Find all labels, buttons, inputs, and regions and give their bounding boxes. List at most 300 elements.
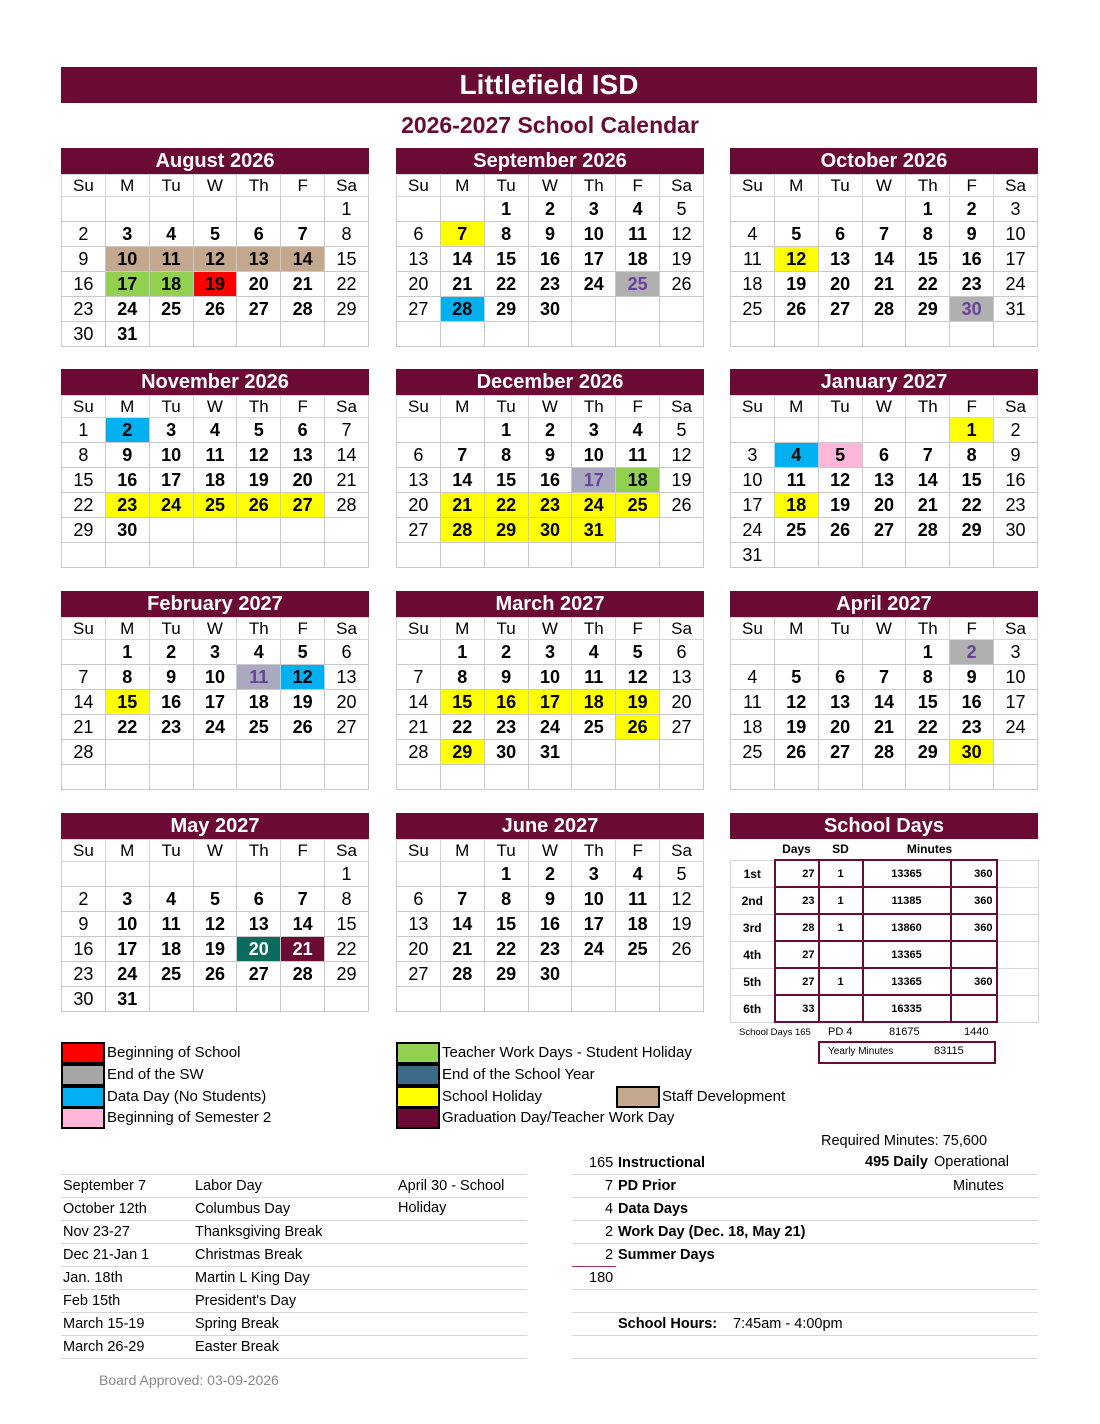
school-days-panel xyxy=(730,813,1038,1063)
day-cell: 19 xyxy=(774,715,818,740)
week-row xyxy=(397,222,704,247)
day-cell: 1 xyxy=(950,418,994,443)
day-cell: 18 xyxy=(572,690,616,715)
day-cell: 2 xyxy=(484,640,528,665)
holiday-name: Thanksgiving Break xyxy=(195,1224,323,1240)
weekday-header-row xyxy=(731,175,1038,197)
day-cell: 16 xyxy=(994,468,1038,493)
empty-cell xyxy=(193,862,237,887)
holiday-name: Spring Break xyxy=(195,1316,279,1332)
day-cell: 30 xyxy=(528,297,572,322)
weekday-header-row xyxy=(397,840,704,862)
term-label: 3rd xyxy=(731,914,775,941)
day-cell: 13 xyxy=(862,468,906,493)
weekday-label: M xyxy=(105,618,149,640)
week-row xyxy=(397,740,704,765)
weekday-label: Th xyxy=(906,175,950,197)
month-grid xyxy=(730,617,1038,790)
empty-cell xyxy=(62,765,106,790)
day-cell: 15 xyxy=(906,690,950,715)
holiday-name: President's Day xyxy=(195,1293,297,1309)
weekday-label: Th xyxy=(237,618,281,640)
day-cell: 15 xyxy=(484,247,528,272)
weekday-label: Tu xyxy=(818,618,862,640)
month-calendar xyxy=(730,369,1038,568)
school-days-spacer xyxy=(997,968,1039,995)
month-grid xyxy=(396,839,704,1012)
day-cell: 4 xyxy=(149,887,193,912)
week-row xyxy=(397,443,704,468)
term-extra: 360 xyxy=(951,968,997,995)
month-title: November 2026 xyxy=(61,369,369,395)
day-cell: 24 xyxy=(149,493,193,518)
week-row xyxy=(397,493,704,518)
empty-cell xyxy=(731,640,775,665)
holiday-row xyxy=(61,1221,527,1244)
weekday-label: F xyxy=(281,175,325,197)
week-row xyxy=(62,222,369,247)
day-cell: 5 xyxy=(193,222,237,247)
empty-cell xyxy=(325,765,369,790)
day-cell: 20 xyxy=(325,690,369,715)
weekday-label: Sa xyxy=(994,618,1038,640)
day-cell: 6 xyxy=(237,222,281,247)
day-cell: 16 xyxy=(149,690,193,715)
weekday-header-row xyxy=(62,396,369,418)
empty-cell xyxy=(149,518,193,543)
day-cell: 24 xyxy=(105,297,149,322)
empty-cell xyxy=(397,640,441,665)
weekday-label: Su xyxy=(397,840,441,862)
day-cell: 24 xyxy=(731,518,775,543)
weekday-label: Sa xyxy=(325,175,369,197)
day-cell: 8 xyxy=(484,222,528,247)
day-cell: 23 xyxy=(528,937,572,962)
day-cell: 1 xyxy=(325,862,369,887)
empty-cell xyxy=(484,322,528,347)
empty-cell xyxy=(906,543,950,568)
day-cell: 31 xyxy=(528,740,572,765)
weekday-label: Su xyxy=(731,618,775,640)
weekday-header-row xyxy=(731,396,1038,418)
month-title: May 2027 xyxy=(61,813,369,839)
holiday-date: Dec 21-Jan 1 xyxy=(63,1247,150,1263)
day-cell: 24 xyxy=(994,715,1038,740)
day-cell: 7 xyxy=(281,222,325,247)
day-cell: 29 xyxy=(325,962,369,987)
empty-cell xyxy=(440,987,484,1012)
day-cell: 10 xyxy=(105,247,149,272)
school-hours-value: 7:45am - 4:00pm xyxy=(733,1316,843,1332)
weekday-header-row xyxy=(397,175,704,197)
day-cell: 18 xyxy=(237,690,281,715)
day-cell: 28 xyxy=(440,518,484,543)
info-n: 4 xyxy=(605,1201,614,1217)
day-cell: 31 xyxy=(572,518,616,543)
month-grid xyxy=(396,617,704,790)
day-cell: 15 xyxy=(440,690,484,715)
empty-cell xyxy=(149,862,193,887)
week-row xyxy=(397,665,704,690)
weekday-label: F xyxy=(950,396,994,418)
empty-cell xyxy=(484,543,528,568)
week-row xyxy=(62,418,369,443)
day-cell: 2 xyxy=(149,640,193,665)
school-hours-label: School Hours: xyxy=(618,1316,718,1332)
weekday-label: Su xyxy=(731,396,775,418)
week-row xyxy=(731,468,1038,493)
day-cell: 9 xyxy=(528,222,572,247)
day-cell: 10 xyxy=(149,443,193,468)
empty-cell xyxy=(528,322,572,347)
weekday-label: Tu xyxy=(484,840,528,862)
day-cell: 7 xyxy=(325,418,369,443)
empty-cell xyxy=(397,418,441,443)
school-days-spacer xyxy=(997,941,1039,968)
day-cell: 4 xyxy=(237,640,281,665)
week-row xyxy=(731,765,1038,790)
day-cell: 8 xyxy=(484,443,528,468)
week-row xyxy=(397,197,704,222)
day-cell: 24 xyxy=(572,272,616,297)
day-cell: 15 xyxy=(325,247,369,272)
term-sd: 1 xyxy=(819,860,863,887)
day-cell: 27 xyxy=(397,962,441,987)
month-grid xyxy=(396,395,704,568)
day-cell: 31 xyxy=(731,543,775,568)
empty-cell xyxy=(660,322,704,347)
term-sd xyxy=(819,941,863,968)
day-cell: 15 xyxy=(484,468,528,493)
day-cell: 14 xyxy=(397,690,441,715)
empty-cell xyxy=(774,197,818,222)
empty-cell xyxy=(105,740,149,765)
holiday-list xyxy=(61,1152,527,1359)
empty-cell xyxy=(818,543,862,568)
day-cell: 21 xyxy=(62,715,106,740)
weekday-label: Th xyxy=(906,618,950,640)
day-cell: 24 xyxy=(193,715,237,740)
day-cell: 17 xyxy=(572,912,616,937)
empty-cell xyxy=(616,765,660,790)
calendar-subtitle: 2026-2027 School Calendar xyxy=(401,112,699,138)
day-cell: 27 xyxy=(397,518,441,543)
empty-cell xyxy=(237,197,281,222)
week-row xyxy=(62,468,369,493)
weekday-header-row xyxy=(731,618,1038,640)
required-minutes: Required Minutes: 75,600 xyxy=(821,1133,988,1149)
weekday-label: Su xyxy=(731,175,775,197)
weekday-label: F xyxy=(281,396,325,418)
day-cell: 14 xyxy=(325,443,369,468)
day-cell: 19 xyxy=(774,272,818,297)
day-cell: 18 xyxy=(149,937,193,962)
day-cell: 13 xyxy=(818,690,862,715)
day-cell: 16 xyxy=(484,690,528,715)
day-cell: 12 xyxy=(660,222,704,247)
day-cell: 22 xyxy=(484,493,528,518)
empty-cell xyxy=(193,518,237,543)
day-cell: 2 xyxy=(528,862,572,887)
day-cell: 19 xyxy=(281,690,325,715)
empty-cell xyxy=(397,197,441,222)
week-row xyxy=(62,962,369,987)
empty-cell xyxy=(818,418,862,443)
day-cell: 19 xyxy=(660,468,704,493)
term-sd: 1 xyxy=(819,887,863,914)
week-row xyxy=(397,322,704,347)
month-calendar xyxy=(61,148,369,347)
day-cell: 3 xyxy=(731,443,775,468)
day-cell: 9 xyxy=(62,912,106,937)
day-cell: 7 xyxy=(862,222,906,247)
empty-cell xyxy=(325,543,369,568)
day-cell: 23 xyxy=(950,715,994,740)
empty-cell xyxy=(325,322,369,347)
day-cell: 29 xyxy=(906,297,950,322)
week-row xyxy=(397,272,704,297)
day-cell: 7 xyxy=(862,665,906,690)
month-calendar xyxy=(396,148,704,347)
day-cell: 2 xyxy=(62,222,106,247)
day-cell: 9 xyxy=(105,443,149,468)
yearly-minutes-value: 83115 xyxy=(934,1045,964,1057)
day-cell: 1 xyxy=(484,418,528,443)
day-cell: 5 xyxy=(281,640,325,665)
day-cell: 17 xyxy=(193,690,237,715)
info-n: 7 xyxy=(605,1178,614,1194)
month-grid xyxy=(61,617,369,790)
month-grid xyxy=(61,395,369,568)
day-cell: 15 xyxy=(62,468,106,493)
week-row xyxy=(397,468,704,493)
week-row xyxy=(62,912,369,937)
empty-cell xyxy=(616,987,660,1012)
weekday-label: Su xyxy=(62,396,106,418)
empty-cell xyxy=(818,765,862,790)
empty-cell xyxy=(193,197,237,222)
day-cell: 13 xyxy=(325,665,369,690)
day-cell: 3 xyxy=(572,862,616,887)
day-cell: 26 xyxy=(818,518,862,543)
empty-cell xyxy=(818,640,862,665)
legend-swatch-slate xyxy=(396,1064,440,1086)
legend-swatch-pink xyxy=(61,1107,105,1129)
weekday-label: M xyxy=(105,840,149,862)
empty-cell xyxy=(397,862,441,887)
term-label: 2nd xyxy=(731,887,775,914)
week-row xyxy=(62,887,369,912)
day-cell: 20 xyxy=(397,493,441,518)
day-cell: 22 xyxy=(950,493,994,518)
month-title: October 2026 xyxy=(730,148,1038,174)
month-grid xyxy=(730,395,1038,568)
day-cell: 1 xyxy=(484,197,528,222)
weekday-label: W xyxy=(193,175,237,197)
month-title: March 2027 xyxy=(396,591,704,617)
day-cell: 27 xyxy=(325,715,369,740)
month-calendar xyxy=(61,813,369,1012)
empty-cell xyxy=(62,862,106,887)
day-cell: 5 xyxy=(774,665,818,690)
empty-cell xyxy=(572,297,616,322)
day-cell: 11 xyxy=(731,247,775,272)
day-cell: 27 xyxy=(237,962,281,987)
week-row xyxy=(62,272,369,297)
day-cell: 18 xyxy=(149,272,193,297)
empty-cell xyxy=(149,322,193,347)
day-cell: 10 xyxy=(572,222,616,247)
holiday-date: March 15-19 xyxy=(63,1316,145,1332)
day-cell: 16 xyxy=(528,247,572,272)
weekday-label: M xyxy=(440,840,484,862)
day-cell: 25 xyxy=(616,937,660,962)
day-cell: 8 xyxy=(440,665,484,690)
empty-cell xyxy=(397,987,441,1012)
day-cell: 5 xyxy=(237,418,281,443)
empty-cell xyxy=(281,987,325,1012)
month-title: December 2026 xyxy=(396,369,704,395)
month-grid xyxy=(396,174,704,347)
info-n: 2 xyxy=(605,1247,614,1263)
day-cell: 11 xyxy=(616,443,660,468)
weekday-label: F xyxy=(616,618,660,640)
empty-cell xyxy=(616,962,660,987)
day-cell: 11 xyxy=(616,222,660,247)
day-cell: 11 xyxy=(616,887,660,912)
day-cell: 19 xyxy=(193,272,237,297)
day-cell: 25 xyxy=(149,962,193,987)
empty-cell xyxy=(281,765,325,790)
empty-cell xyxy=(994,740,1038,765)
day-cell: 29 xyxy=(325,297,369,322)
day-cell: 12 xyxy=(616,665,660,690)
day-cell: 30 xyxy=(994,518,1038,543)
day-cell: 3 xyxy=(994,197,1038,222)
term-days: 27 xyxy=(775,941,819,968)
info-total-row xyxy=(572,1267,1038,1290)
weekday-label: Tu xyxy=(484,175,528,197)
term-extra xyxy=(951,995,997,1022)
week-row xyxy=(397,518,704,543)
term-sd: 1 xyxy=(819,968,863,995)
day-cell: 30 xyxy=(528,962,572,987)
school-hours-row xyxy=(572,1313,1038,1336)
day-cell: 16 xyxy=(62,937,106,962)
empty-cell xyxy=(237,987,281,1012)
day-cell: 3 xyxy=(149,418,193,443)
week-row xyxy=(397,862,704,887)
empty-cell xyxy=(440,543,484,568)
week-row xyxy=(731,543,1038,568)
day-cell: 7 xyxy=(62,665,106,690)
week-row xyxy=(62,715,369,740)
day-cell: 11 xyxy=(149,247,193,272)
term-extra xyxy=(951,941,997,968)
empty-cell xyxy=(105,862,149,887)
empty-cell xyxy=(616,322,660,347)
day-cell: 9 xyxy=(994,443,1038,468)
week-row xyxy=(62,740,369,765)
day-cell: 9 xyxy=(950,222,994,247)
day-cell: 21 xyxy=(862,715,906,740)
weekday-label: Th xyxy=(572,396,616,418)
month-title: August 2026 xyxy=(61,148,369,174)
day-cell: 1 xyxy=(440,640,484,665)
day-cell: 1 xyxy=(62,418,106,443)
weekday-label: Sa xyxy=(325,840,369,862)
day-cell: 13 xyxy=(397,468,441,493)
total-pd: PD 4 xyxy=(828,1026,853,1038)
term-days: 23 xyxy=(775,887,819,914)
empty-cell xyxy=(237,518,281,543)
week-row xyxy=(62,297,369,322)
day-cell: 14 xyxy=(862,690,906,715)
term-minutes: 13365 xyxy=(863,968,951,995)
weekday-label: M xyxy=(105,175,149,197)
empty-cell xyxy=(660,987,704,1012)
day-cell: 27 xyxy=(237,297,281,322)
school-days-spacer xyxy=(997,914,1039,941)
week-row xyxy=(62,247,369,272)
day-cell: 17 xyxy=(572,468,616,493)
day-cell: 24 xyxy=(105,962,149,987)
day-cell: 28 xyxy=(862,297,906,322)
info-row xyxy=(572,1244,715,1267)
school-days-spacer xyxy=(997,887,1039,914)
term-minutes: 13860 xyxy=(863,914,951,941)
day-cell: 23 xyxy=(528,272,572,297)
empty-cell xyxy=(105,543,149,568)
info-label: Instructional xyxy=(618,1155,706,1171)
day-cell: 24 xyxy=(572,493,616,518)
term-days: 27 xyxy=(775,968,819,995)
info-label: PD Prior xyxy=(618,1178,677,1194)
week-row xyxy=(397,937,704,962)
day-cell: 26 xyxy=(660,493,704,518)
holiday-date: Jan. 18th xyxy=(63,1270,123,1286)
day-cell: 2 xyxy=(528,197,572,222)
empty-cell xyxy=(572,765,616,790)
empty-cell xyxy=(397,543,441,568)
holiday-name: Labor Day xyxy=(195,1178,262,1194)
day-cell: 13 xyxy=(237,912,281,937)
day-cell: 29 xyxy=(484,518,528,543)
info-blank-row xyxy=(572,1290,1038,1313)
empty-cell xyxy=(440,322,484,347)
week-row xyxy=(731,443,1038,468)
day-cell: 4 xyxy=(572,640,616,665)
empty-cell xyxy=(281,740,325,765)
day-cell: 7 xyxy=(281,887,325,912)
day-cell: 21 xyxy=(862,272,906,297)
empty-cell xyxy=(862,197,906,222)
day-cell: 26 xyxy=(237,493,281,518)
empty-cell xyxy=(528,987,572,1012)
weekday-label: W xyxy=(528,618,572,640)
week-row xyxy=(62,443,369,468)
day-cell: 30 xyxy=(105,518,149,543)
day-cell: 11 xyxy=(572,665,616,690)
empty-cell xyxy=(149,740,193,765)
empty-cell xyxy=(731,322,775,347)
day-cell: 9 xyxy=(62,247,106,272)
school-days-row xyxy=(731,887,1039,914)
weekday-label: F xyxy=(950,175,994,197)
day-cell: 2 xyxy=(994,418,1038,443)
empty-cell xyxy=(950,322,994,347)
empty-cell xyxy=(237,543,281,568)
